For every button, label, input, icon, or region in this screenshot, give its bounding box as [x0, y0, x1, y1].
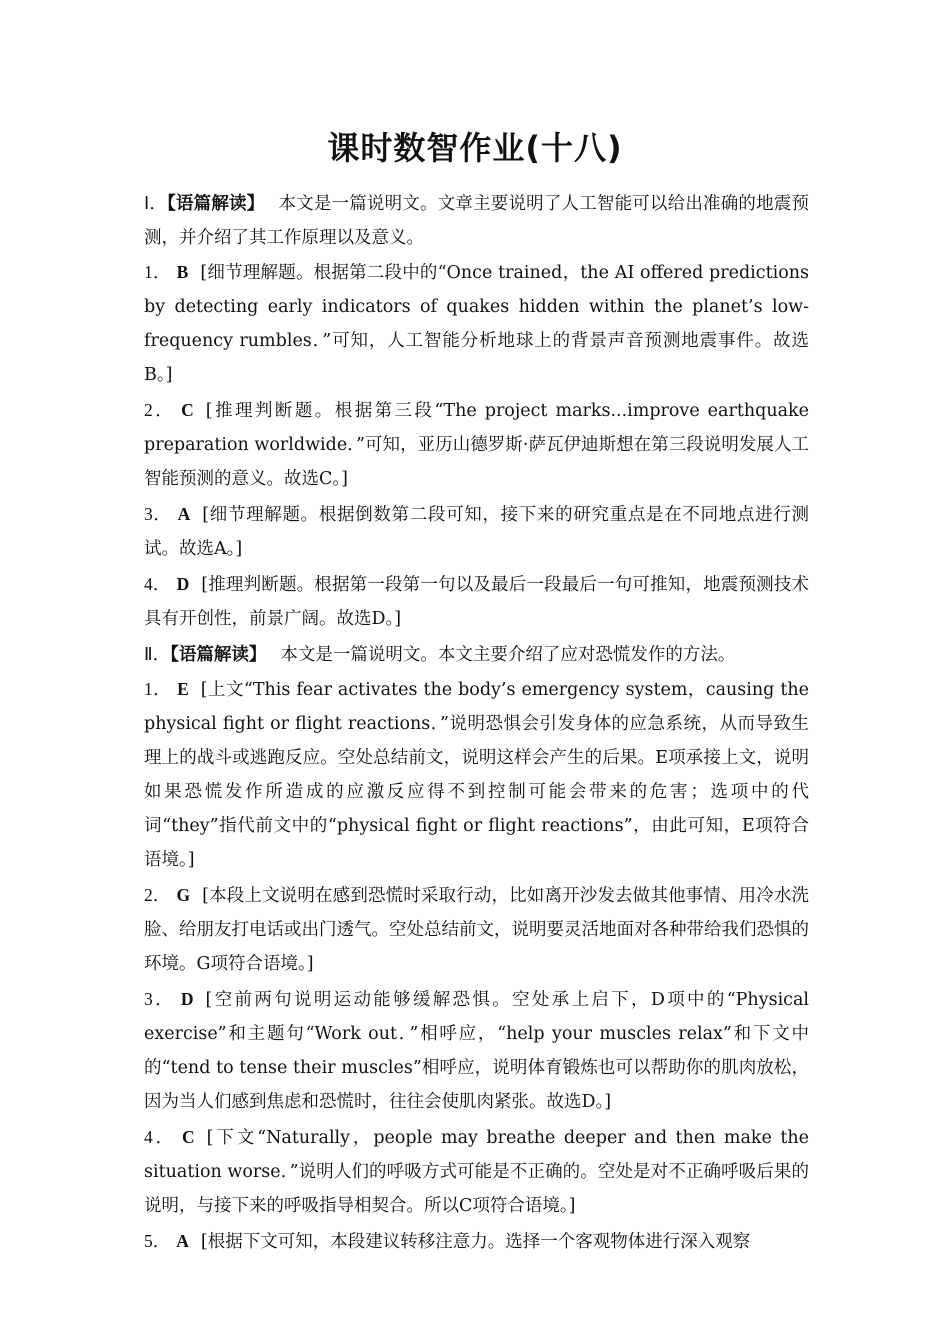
item-answer: A: [176, 1231, 189, 1251]
section-2-intro: [144, 637, 809, 672]
answer-item: [144, 393, 809, 496]
section-2-numeral: Ⅱ．: [144, 644, 171, 664]
answer-item: [144, 255, 809, 392]
item-answer: D: [176, 574, 190, 594]
item-number: 3．: [144, 504, 172, 524]
page-title: 课时数智作业(十八): [327, 129, 623, 167]
item-explanation: [细节理解题。根据倒数第二段可知，接下来的研究重点是在不同地点进行测试。故选A。]: [144, 505, 809, 559]
answer-item: [144, 982, 809, 1119]
section-1-heading: 【语篇解读】: [167, 194, 265, 214]
answer-item: [144, 497, 809, 566]
item-explanation: [推理判断题。根据第一段第一句以及最后一段最后一句可推知，地震预测技术具有开创性，前景广阔。故选D。]: [144, 575, 810, 629]
answer-item: [144, 878, 809, 981]
answer-item: [144, 1224, 809, 1259]
item-answer: C: [181, 400, 194, 420]
section-1-intro-text: 本文是一篇说明文。文章主要说明了人工智能可以给出准确的地震预测，并介绍了其工作原理以及意义。: [144, 194, 809, 248]
item-explanation: [空前两句说明运动能够缓解恐惧。空处承上启下，D项中的“Physical exercise”和主题句“Work out．”相呼应，“help your muscles relax”和下文中的“tend to tense their muscles”相呼应，说明体育锻炼也可以帮助你的肌肉放松，因为当人们感到焦虑和恐慌时，往往会使肌肉紧张。故选D。]: [144, 990, 809, 1112]
item-explanation: [下文“Naturally，people may breathe deeper and then make the situation worse．”说明人们的呼吸方式可能是不正确的。空处是对不正确呼吸后果的说明，与接下来的呼吸指导相契合。所以C项符合语境。]: [144, 1128, 809, 1216]
section-1-numeral: Ⅰ．: [144, 193, 168, 213]
item-answer: D: [180, 989, 194, 1009]
section-2-heading: 【语篇解读】: [170, 645, 267, 665]
item-explanation: [根据下文可知，本段建议转移注意力。选择一个客观物体进行深入观察: [200, 1232, 751, 1252]
item-explanation: [细节理解题。根据第二段中的“Once trained，the AI offered predictions by detecting early indicators of quakes hidden within the planet’s low-frequency rumbles．”可知，人工智能分析地球上的背景声音预测地震事件。故选B。]: [144, 263, 809, 385]
item-answer: E: [177, 679, 189, 699]
section-2-intro-text: 本文是一篇说明文。本文主要介绍了应对恐慌发作的方法。: [280, 645, 736, 665]
item-number: 2．: [144, 400, 176, 420]
section-1-intro: [144, 186, 809, 255]
item-number: 2．: [144, 885, 171, 905]
item-number: 1．: [144, 679, 172, 699]
item-explanation: [推理判断题。根据第三段“The project marks...improve earthquake preparation worldwide．”可知，亚历山德罗斯·萨瓦伊迪斯想在第三段说明发展人工智能预测的意义。故选C。]: [144, 401, 810, 489]
item-number: 4．: [144, 574, 171, 594]
answer-content: [144, 186, 809, 1260]
item-answer: A: [177, 504, 191, 524]
answer-item: [144, 567, 809, 636]
item-number: 1．: [144, 262, 171, 282]
item-number: 5．: [144, 1231, 171, 1251]
item-explanation: [本段上文说明在感到恐慌时采取行动，比如离开沙发去做其他事情、用冷水洗脸、给朋友打电话或出门透气。空处总结前文，说明要灵活地面对各种带给我们恐惧的环境。G项符合语境。]: [144, 886, 809, 974]
item-number: 3．: [144, 989, 175, 1009]
answer-item: [144, 1120, 809, 1223]
item-number: 4．: [144, 1127, 177, 1147]
answer-item: [144, 672, 809, 877]
item-answer: G: [176, 885, 191, 905]
item-explanation: [上文“This fear activates the body’s emergency system，causing the physical fight or flight reactions．”说明恐惧会引发身体的应急系统，从而导致生理上的战斗或逃跑反应。空处总结前文，说明这样会产生的后果。E项承接上文，说明如果恐慌发作所造成的应激反应得不到控制可能会带来的危害；选项中的代词“they”指代前文中的“physical fight or flight reactions”，由此可知，E项符合语境。]: [144, 680, 810, 870]
item-answer: B: [176, 262, 189, 282]
item-answer: C: [182, 1127, 195, 1147]
